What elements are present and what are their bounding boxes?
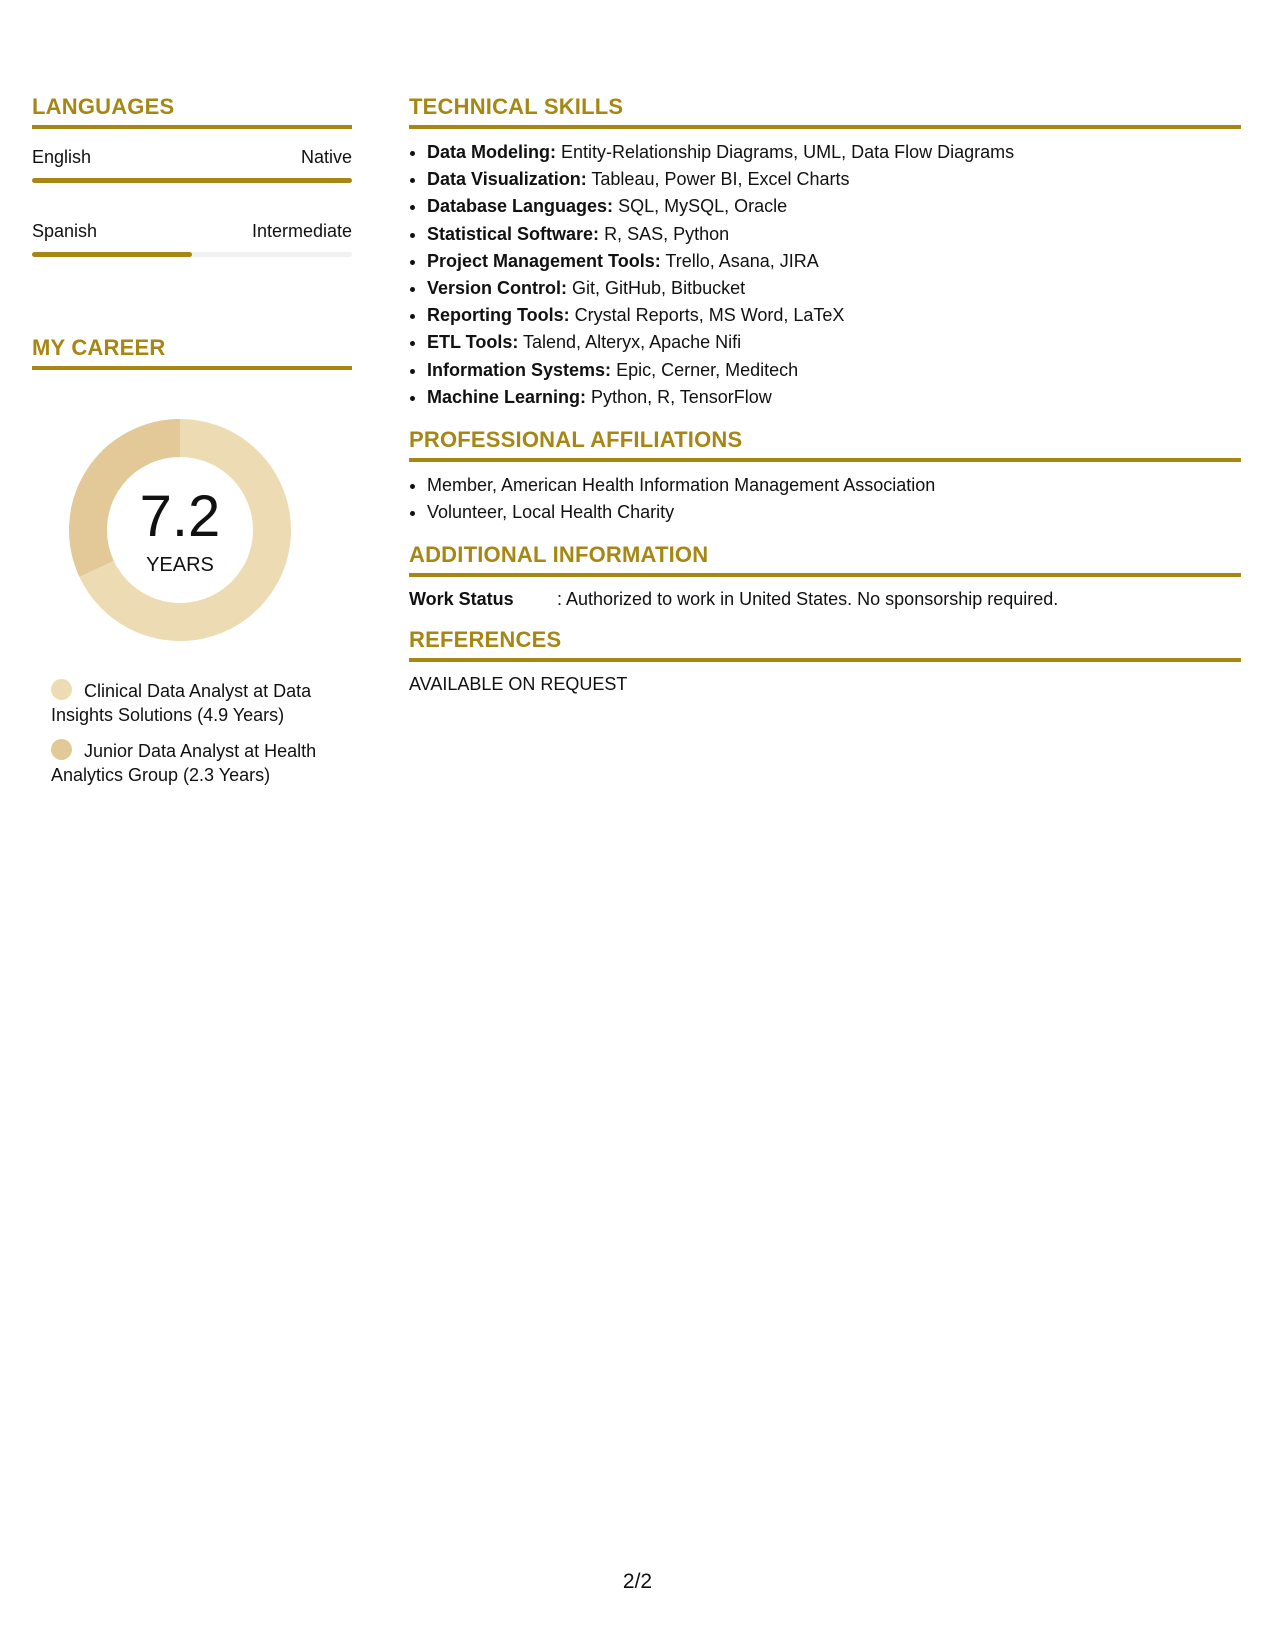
skill-item [427, 329, 1241, 356]
skill-value: Talend, Alteryx, Apache Nifi [523, 332, 742, 353]
career-legend-label: Junior Data Analyst at Health Analytics Group (2.3 Years) [51, 741, 317, 785]
additional-info-title: ADDITIONAL INFORMATION [409, 542, 1241, 577]
skill-label: Project Management Tools: [427, 250, 661, 271]
skill-value: Git, GitHub, Bitbucket [572, 278, 746, 299]
page-number: 2/2 [622, 1570, 653, 1593]
affiliation-item: • Member, American Health Information Management Association [427, 472, 1241, 499]
language-row [32, 220, 352, 242]
skill-value: R, SAS, Python [604, 223, 730, 244]
career-legend-item [51, 679, 341, 727]
affiliation-item: • Volunteer, Local Health Charity [427, 499, 1241, 526]
skill-value: SQL, MySQL, Oracle [618, 196, 788, 217]
skill-item [427, 221, 1241, 248]
language-level-bar [32, 178, 352, 183]
skill-label: Reporting Tools: [427, 305, 570, 326]
skill-value: Entity-Relationship Diagrams, UML, Data Flow Diagrams [561, 142, 1015, 162]
affiliations-list [409, 472, 1241, 526]
language-name: Spanish [32, 221, 98, 241]
technical-skills-title: TECHNICAL SKILLS [409, 94, 1241, 129]
skill-item [427, 139, 1241, 166]
languages-title: LANGUAGES [32, 94, 352, 129]
skill-item [427, 302, 1241, 329]
left-column [32, 94, 352, 799]
skill-item [427, 193, 1241, 220]
career-total-years: 7.2 [139, 484, 221, 549]
work-status-row [409, 587, 1241, 611]
skill-value: Python, R, TensorFlow [591, 386, 772, 407]
skill-item [427, 166, 1241, 193]
career-legend [51, 679, 341, 787]
skill-value: Epic, Cerner, Meditech [616, 359, 799, 380]
career-donut-center [65, 415, 295, 645]
career-title: MY CAREER [32, 335, 352, 370]
language-row [32, 146, 352, 168]
skill-item [427, 248, 1241, 275]
language-item [32, 146, 352, 183]
legend-dot [51, 739, 72, 760]
skill-label: Statistical Software: [427, 223, 600, 244]
language-item [32, 220, 352, 257]
work-status-label: Work Status [409, 589, 514, 610]
skill-label: Data Visualization: [427, 169, 587, 190]
languages-list [32, 146, 352, 257]
affiliations-title: PROFESSIONAL AFFILIATIONS [409, 427, 1241, 462]
career-total-unit: YEARS [146, 554, 214, 576]
legend-dot [51, 679, 72, 700]
references-title: REFERENCES [409, 627, 1241, 662]
technical-skills-list [409, 139, 1241, 411]
skill-item [427, 357, 1241, 384]
skill-value: Crystal Reports, MS Word, LaTeX [574, 305, 845, 326]
skill-item [427, 275, 1241, 302]
references-text: AVAILABLE ON REQUEST [409, 674, 628, 695]
language-name: English [32, 147, 92, 167]
skill-label: Version Control: [427, 278, 568, 299]
language-level: Native [300, 147, 352, 167]
skill-value: Tableau, Power BI, Excel Charts [591, 169, 850, 190]
career-legend-item [51, 739, 341, 787]
skill-label: Data Modeling: [427, 142, 556, 162]
skill-label: Information Systems: [427, 359, 612, 380]
skill-value: Trello, Asana, JIRA [665, 250, 819, 271]
skill-item [427, 384, 1241, 411]
right-column [409, 94, 1241, 696]
language-level-fill [32, 178, 352, 183]
language-level: Intermediate [251, 221, 352, 241]
career-legend-label: Clinical Data Analyst at Data Insights Solutions (4.9 Years) [51, 681, 312, 725]
skill-label: Machine Learning: [427, 386, 587, 407]
skill-label: ETL Tools: [427, 332, 519, 353]
work-status-value: : Authorized to work in United States. No sponsorship required. [557, 589, 1059, 610]
skill-label: Database Languages: [427, 196, 614, 217]
language-level-bar [32, 252, 352, 257]
career-donut [65, 415, 295, 645]
language-level-fill [32, 252, 192, 257]
